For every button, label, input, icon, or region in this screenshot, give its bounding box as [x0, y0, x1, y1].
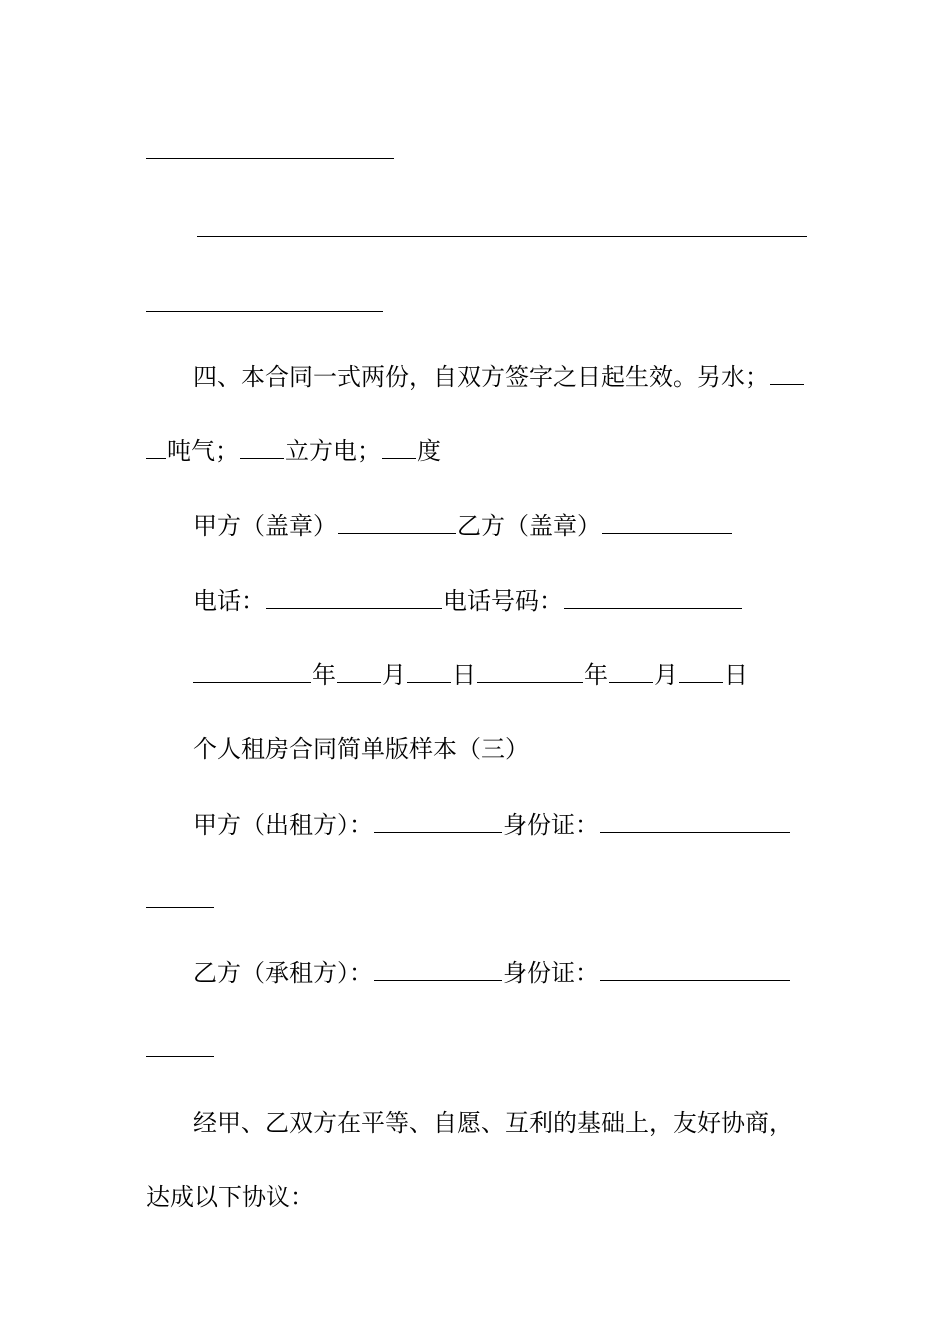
month-blank-a — [337, 660, 381, 683]
blank-rule — [146, 158, 394, 159]
date-line — [193, 660, 748, 690]
phone-number-blank — [564, 586, 742, 609]
party-a-id-blank — [600, 810, 790, 833]
party-a-seal-blank — [338, 511, 456, 534]
degree-unit-text: 度 — [417, 437, 441, 465]
party-b-name-blank — [374, 958, 502, 981]
year-label: 年 — [584, 661, 608, 689]
day-label: 日 — [724, 661, 748, 689]
party-b-id-blank — [600, 958, 790, 981]
phone-line — [193, 586, 743, 616]
electric-unit-text: 立方电； — [285, 437, 381, 465]
water-blank — [770, 362, 804, 385]
party-b-line — [193, 958, 791, 988]
intro-line1: 经甲、乙双方在平等、自愿、互利的基础上，友好协商， — [193, 1109, 793, 1137]
day-label: 日 — [452, 661, 476, 689]
party-a-label: 甲方（出租方）： — [193, 811, 373, 839]
day-blank-b — [679, 660, 723, 683]
phone-blank — [266, 586, 442, 609]
sample-three-title: 个人租房合同简单版样本（三） — [193, 735, 529, 763]
party-a-name-blank — [374, 810, 502, 833]
year-blank-b — [477, 660, 583, 683]
intro-line2: 达成以下协议： — [146, 1183, 314, 1211]
clause-four-line2 — [146, 436, 441, 466]
gas-blank — [240, 436, 284, 459]
party-b-seal-blank — [602, 511, 732, 534]
party-b-id-blank-cont — [146, 1056, 214, 1057]
month-label: 月 — [654, 661, 678, 689]
phone-number-label: 电话号码： — [443, 587, 563, 615]
party-a-id-blank-cont — [146, 907, 214, 908]
party-a-seal-label: 甲方（盖章） — [193, 512, 337, 540]
month-label: 月 — [382, 661, 406, 689]
gas-unit-text: 吨气； — [167, 437, 239, 465]
seal-line — [193, 511, 733, 541]
water-amount-blank — [146, 436, 166, 459]
clause-four-line1 — [193, 362, 805, 392]
year-label: 年 — [312, 661, 336, 689]
blank-rule — [197, 236, 807, 237]
blank-rule — [146, 311, 383, 312]
year-blank-a — [193, 660, 311, 683]
day-blank-a — [407, 660, 451, 683]
party-a-id-label: 身份证： — [503, 811, 599, 839]
party-a-line — [193, 810, 791, 840]
electric-blank — [382, 436, 416, 459]
month-blank-b — [609, 660, 653, 683]
clause-four-text: 四、本合同一式两份，自双方签字之日起生效。另水； — [193, 363, 769, 391]
party-b-id-label: 身份证： — [503, 959, 599, 987]
phone-label: 电话： — [193, 587, 265, 615]
party-b-label: 乙方（承租方）： — [193, 959, 373, 987]
party-b-seal-label: 乙方（盖章） — [457, 512, 601, 540]
